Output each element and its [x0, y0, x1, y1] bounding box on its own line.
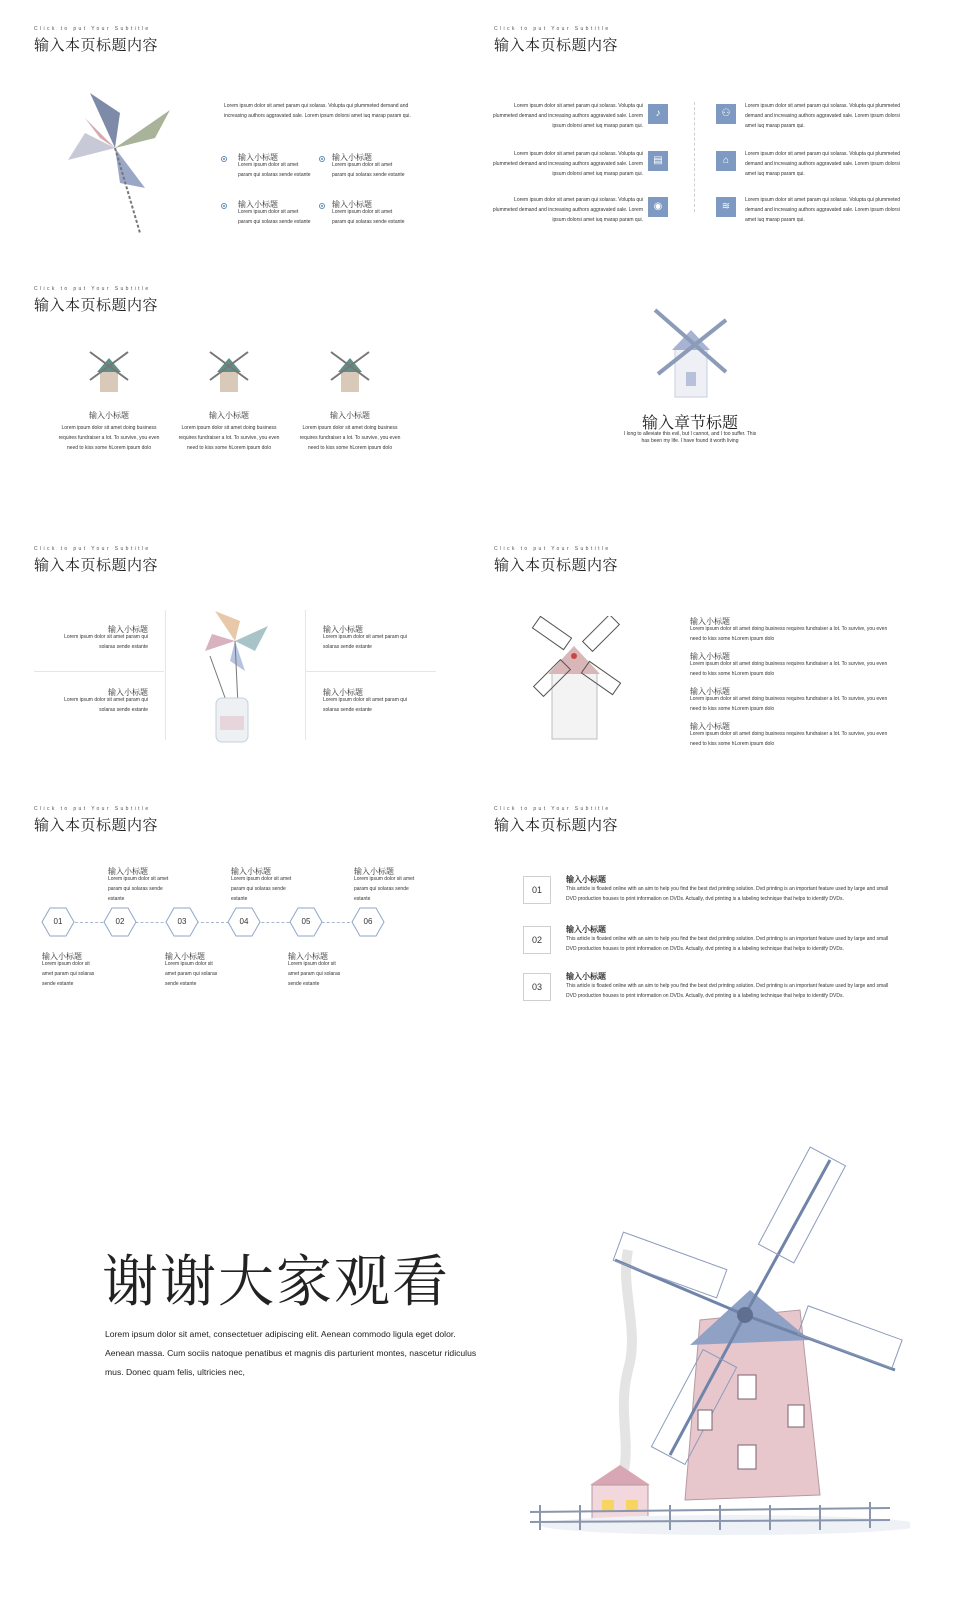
windmill-icon [208, 350, 250, 394]
slide-4 [460, 260, 920, 518]
item-title: 输入小标题 [690, 617, 730, 626]
step-text: Lorem ipsum dolor sit amet param qui solaras sende estante [165, 961, 218, 987]
item-text: Lorem ipsum dolor sit amet doing business requires fundraiser a lot. To survive, you even need to kiss some hLorem ipsum dolo [690, 661, 888, 677]
windmill-illustration [520, 1140, 910, 1540]
item-text: Lorem ipsum dolor sit amet param qui solaras sende estante [332, 162, 405, 178]
network-icon: ⚇ [716, 104, 736, 124]
step-number: 01 [53, 917, 63, 926]
item-text: This article is floated online with an aim to help you find the best dvd printing solution. Dvd printing is an important feature used by large and small DVD production houses to print information on DVDs. Actually, dvd printing is a labeling technique that helps to identify DVDs. [566, 936, 889, 952]
feature-text: Lorem ipsum dolor sit amet param qui solaras. Volupta qui plummeted demand and increasing authors aggravated sale. Lorem ipsum dolorsi amet iuq marap param qui. [745, 103, 901, 129]
item-text: Lorem ipsum dolor sit amet doing business requires fundraiser a lot. To survive, you even need to kiss some hLorem ipsum dolo [58, 425, 160, 451]
step-hexagon [103, 907, 137, 937]
bullet-dot-icon [319, 156, 325, 162]
item-text: Lorem ipsum dolor sit amet param qui solaras sende estante [64, 697, 148, 713]
step-title: 输入小标题 [165, 952, 205, 961]
windmill-icon [329, 350, 371, 394]
step-text: Lorem ipsum dolor sit amet param qui solaras sende estante [108, 876, 169, 902]
feature-text: Lorem ipsum dolor sit amet param qui solaras. Volupta qui plummeted demand and increasing authors aggravated sale. Lorem ipsum dolorsi amet iuq marap param qui. [745, 151, 901, 177]
step-title: 输入小标题 [288, 952, 328, 961]
camera-icon: ◉ [648, 197, 668, 217]
divider [34, 671, 164, 672]
slide-subtitle: Click to put Your Subtitle [494, 546, 611, 552]
step-hexagon [41, 907, 75, 937]
item-title: 输入小标题 [566, 925, 606, 934]
slide-7 [0, 780, 460, 1038]
item-text: Lorem ipsum dolor sit amet doing business requires fundraiser a lot. To survive, you even need to kiss some hLorem ipsum dolo [299, 425, 401, 451]
page-title: 输入本页标题内容 [34, 557, 159, 574]
thanks-title: 谢谢大家观看 [102, 1250, 450, 1313]
item-title: 输入小标题 [690, 722, 730, 731]
divider [165, 610, 166, 740]
step-title: 输入小标题 [108, 867, 148, 876]
slide-1 [0, 0, 460, 258]
item-title: 输入小标题 [108, 688, 148, 697]
home-icon: ⌂ [716, 151, 736, 171]
step-number: 04 [239, 917, 249, 926]
item-title: 输入小标题 [323, 688, 363, 697]
slide-subtitle: Click to put Your Subtitle [34, 806, 151, 812]
item-text: This article is floated online with an aim to help you find the best dvd printing solution. Dvd printing is an important feature used by large and small DVD production houses to print information on DVDs. Actually, dvd printing is a labeling technique that helps to identify DVDs. [566, 886, 889, 902]
step-title: 输入小标题 [354, 867, 394, 876]
windmill-icon [88, 350, 130, 394]
bullet-dot-icon [319, 203, 325, 209]
step-number: 02 [115, 917, 125, 926]
thanks-slide [0, 1100, 960, 1620]
slide-6 [460, 520, 920, 778]
page-title: 输入本页标题内容 [34, 297, 159, 314]
ticket-icon: ▤ [648, 151, 668, 171]
item-title: 输入小标题 [108, 625, 148, 634]
item-title: 输入小标题 [238, 200, 278, 209]
step-hexagon [227, 907, 261, 937]
step-title: 输入小标题 [231, 867, 271, 876]
step-title: 输入小标题 [42, 952, 82, 961]
feature-text: Lorem ipsum dolor sit amet param qui solaras. Volupta qui plummeted demand and increasing authors aggravated sale. Lorem ipsum dolorsi amet iuq marap param qui. [492, 197, 643, 223]
slide-8 [460, 780, 920, 1038]
chapter-text: I long to alleviate this evil, but I cannot, and I too suffer. This has been my life. I have found it worth living [623, 431, 757, 444]
item-number: 01 [523, 876, 551, 904]
slide-subtitle: Click to put Your Subtitle [34, 546, 151, 552]
step-text: Lorem ipsum dolor sit amet param qui solaras sende estante [288, 961, 341, 987]
slide-3 [0, 260, 460, 518]
step-hexagon [289, 907, 323, 937]
item-title: 输入小标题 [690, 652, 730, 661]
item-title: 输入小标题 [89, 411, 129, 420]
page-title: 输入本页标题内容 [494, 37, 619, 54]
item-text: Lorem ipsum dolor sit amet doing business requires fundraiser a lot. To survive, you even need to kiss some hLorem ipsum dolo [690, 626, 888, 642]
step-number: 03 [177, 917, 187, 926]
item-title: 输入小标题 [332, 153, 372, 162]
item-text: This article is floated online with an aim to help you find the best dvd printing solution. Dvd printing is an important feature used by large and small DVD production houses to print information on DVDs. Actually, dvd printing is a labeling technique that helps to identify DVDs. [566, 983, 889, 999]
step-number: 05 [301, 917, 311, 926]
step-text: Lorem ipsum dolor sit amet param qui solaras sende estante [354, 876, 415, 902]
item-title: 输入小标题 [332, 200, 372, 209]
item-title: 输入小标题 [323, 625, 363, 634]
page-title: 输入本页标题内容 [494, 557, 619, 574]
chapter-title: 输入章节标题 [641, 415, 738, 432]
paragraph: Lorem ipsum dolor sit amet param qui solaras. Volupta qui plummeted demand and increasing authors aggravated sale. Lorem ipsum dolorsi amet iuq marap param qui. [224, 103, 411, 119]
slide-subtitle: Click to put Your Subtitle [494, 26, 611, 32]
step-hexagon [351, 907, 385, 937]
page-title: 输入本页标题内容 [494, 817, 619, 834]
feature-text: Lorem ipsum dolor sit amet param qui solaras. Volupta qui plummeted demand and increasing authors aggravated sale. Lorem ipsum dolorsi amet iuq marap param qui. [492, 151, 643, 177]
item-title: 输入小标题 [566, 972, 606, 981]
item-text: Lorem ipsum dolor sit amet param qui solaras sende estante [238, 162, 311, 178]
item-text: Lorem ipsum dolor sit amet param qui solaras sende estante [238, 209, 311, 225]
item-text: Lorem ipsum dolor sit amet param qui solaras sende estante [323, 697, 407, 713]
item-title: 输入小标题 [238, 153, 278, 162]
speaker-icon: ♪ [648, 104, 668, 124]
item-text: Lorem ipsum dolor sit amet doing business requires fundraiser a lot. To survive, you even need to kiss some hLorem ipsum dolo [178, 425, 280, 451]
item-title: 输入小标题 [566, 875, 606, 884]
pinwheel-vase-icon [200, 606, 272, 746]
item-number: 03 [523, 973, 551, 1001]
step-number: 06 [363, 917, 373, 926]
divider [306, 671, 436, 672]
item-text: Lorem ipsum dolor sit amet doing business requires fundraiser a lot. To survive, you even need to kiss some hLorem ipsum dolo [690, 731, 888, 747]
divider [305, 610, 306, 740]
step-text: Lorem ipsum dolor sit amet param qui solaras sende estante [231, 876, 292, 902]
divider [694, 102, 695, 212]
item-text: Lorem ipsum dolor sit amet param qui solaras sende estante [332, 209, 405, 225]
page-title: 输入本页标题内容 [34, 37, 159, 54]
slide-5 [0, 520, 460, 778]
thanks-text: Lorem ipsum dolor sit amet, consectetuer adipiscing elit. Aenean commodo ligula eget dolor. Aenean massa. Cum sociis natoque penatibus et magnis dis parturient montes, nascetur ridiculus mus. Donec quam felis, ultricies nec, [105, 1329, 477, 1377]
slide-subtitle: Click to put Your Subtitle [34, 26, 151, 32]
windmill-icon [530, 616, 630, 746]
slide-subtitle: Click to put Your Subtitle [494, 806, 611, 812]
slide-subtitle: Click to put Your Subtitle [34, 286, 151, 292]
feature-text: Lorem ipsum dolor sit amet param qui solaras. Volupta qui plummeted demand and increasing authors aggravated sale. Lorem ipsum dolorsi amet iuq marap param qui. [492, 103, 643, 129]
bullet-dot-icon [221, 156, 227, 162]
item-text: Lorem ipsum dolor sit amet param qui solaras sende estante [64, 634, 148, 650]
item-title: 输入小标题 [209, 411, 249, 420]
item-text: Lorem ipsum dolor sit amet doing business requires fundraiser a lot. To survive, you even need to kiss some hLorem ipsum dolo [690, 696, 888, 712]
step-text: Lorem ipsum dolor sit amet param qui solaras sende estante [42, 961, 95, 987]
windmill-icon [650, 302, 730, 402]
bullet-dot-icon [221, 203, 227, 209]
page-title: 输入本页标题内容 [34, 817, 159, 834]
feature-text: Lorem ipsum dolor sit amet param qui solaras. Volupta qui plummeted demand and increasing authors aggravated sale. Lorem ipsum dolorsi amet iuq marap param qui. [745, 197, 901, 223]
step-hexagon [165, 907, 199, 937]
item-text: Lorem ipsum dolor sit amet param qui solaras sende estante [323, 634, 407, 650]
slide-2 [460, 0, 920, 258]
item-title: 输入小标题 [330, 411, 370, 420]
wifi-icon: ≋ [716, 197, 736, 217]
item-number: 02 [523, 926, 551, 954]
pinwheel-icon [60, 88, 175, 238]
item-title: 输入小标题 [690, 687, 730, 696]
